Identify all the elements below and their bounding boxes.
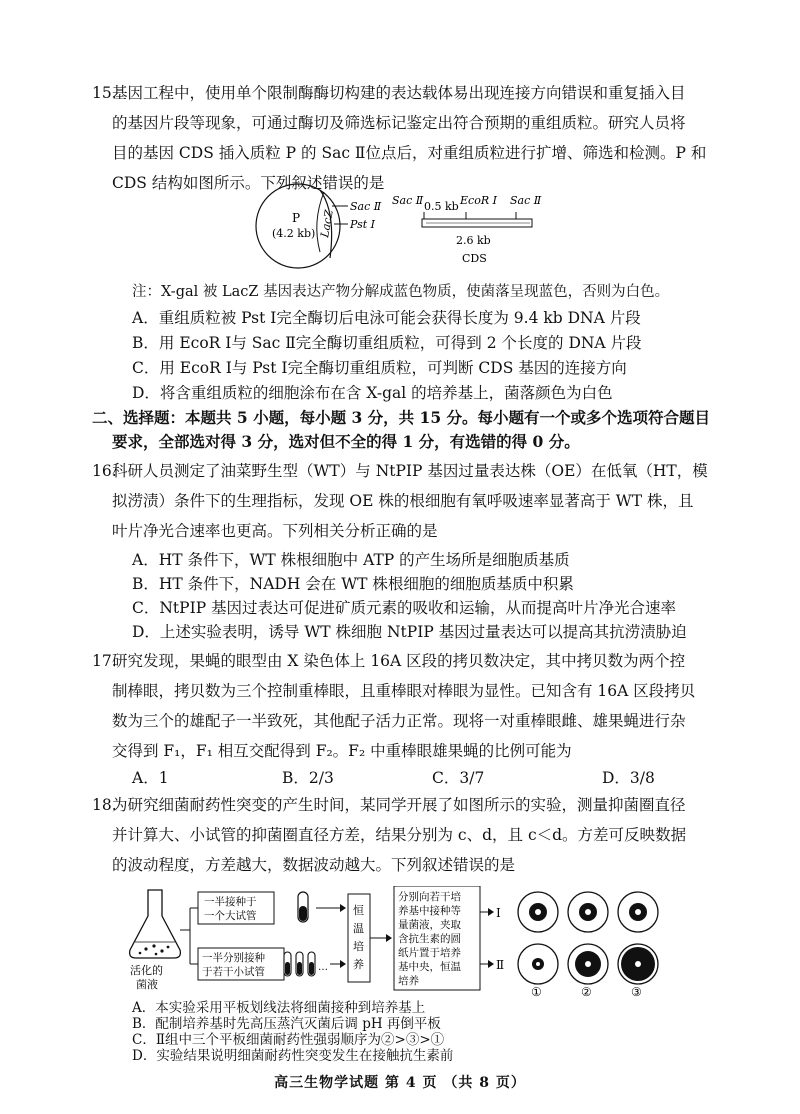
incubate-char-3: 培 (353, 940, 364, 953)
q16-option-b: B．HT 条件下，NADH 会在 WT 株根细胞的细胞质基质中积累 (132, 575, 574, 593)
plate-number-1: ① (531, 985, 542, 998)
box-bottom-line1: 一半分别接种 (202, 952, 265, 964)
q17-option-c: C．3/7 (432, 769, 485, 787)
stem-line: 目的基因 CDS 插入质粒 P 的 Sac Ⅱ位点后，对重组质粒进行扩增、筛选和检测。P 和 (112, 144, 707, 162)
plate-number-3: ③ (631, 985, 642, 998)
plasmid-label: P (292, 211, 301, 225)
incubate-char-4: 养 (353, 958, 364, 971)
q17-option-b: B．2/3 (282, 769, 334, 787)
stem-line: 制棒眼，拷贝数为三个控制重棒眼，且重棒眼对棒眼为显性。已知含有 16A 区段拷贝 (112, 682, 696, 700)
q16-option-c: C．NtPIP 基因过表达可促进矿质元素的吸收和运输，从而提高叶片净光合速率 (132, 599, 677, 617)
cds-sac-left: Sac Ⅱ (392, 194, 424, 207)
flask-label-line2: 菌液 (136, 978, 158, 991)
proc-line: 基中央，恒温 (398, 961, 461, 973)
stem-line: 为研究细菌耐药性突变的产生时间，某同学开展了如图所示的实验，测量抑菌圈直径 (112, 796, 686, 814)
flask-label-line1: 活化的 (130, 964, 163, 977)
stem-line: 科研人员测定了油菜野生型（WT）与 NtPIP 基因过量表达株（OE）在低氧（HT，模 (112, 462, 708, 480)
lacz-label: LacZ (318, 209, 336, 239)
cds-ecor: EcoR Ⅰ (460, 194, 497, 207)
stem-line: 研究发现，果蝇的眼型由 X 染色体上 16A 区段的拷贝数决定，其中拷贝数为两个控 (112, 652, 686, 670)
proc-line: 培养 (398, 975, 419, 987)
box-top-line2: 一个大试管 (204, 910, 257, 922)
q15-option-c: C．用 EcoR Ⅰ与 Pst Ⅰ完全酶切重组质粒，可判断 CDS 基因的连接方向 (132, 359, 627, 377)
group-2-label: Ⅱ (496, 958, 505, 972)
box-top-line1: 一半接种于 (204, 896, 257, 908)
stem-line: 的基因片段等现象，可通过酶切及筛选标记鉴定出符合预期的重组质粒。研究人员将 (112, 114, 686, 132)
group-1-label: Ⅰ (496, 906, 501, 920)
stem-line: 基因工程中，使用单个限制酶酶切构建的表达载体易出现连接方向错误和重复插入目 (112, 84, 686, 102)
plasmid-size: (4.2 kb) (272, 227, 316, 240)
cds-05kb: 0.5 kb (424, 200, 459, 213)
section-line: 要求，全部选对得 3 分，选对但不全的得 1 分，有选错的得 0 分。 (112, 432, 580, 451)
proc-line: 分别向若干培 (398, 891, 461, 903)
proc-line: 纸片置于培养 (398, 947, 461, 959)
q15-option-b: B．用 EcoR Ⅰ与 Sac Ⅱ完全酶切重组质粒，可得到 2 个长度的 DNA 片段 (132, 334, 642, 352)
cds-label: CDS (462, 252, 487, 265)
q17-options-row (132, 766, 752, 788)
question-number: 18. (92, 796, 117, 814)
plasmid-cds-figure (250, 182, 570, 274)
q15-option-d: D．将含重组质粒的细胞涂布在含 X-gal 的培养基上，菌落颜色为白色 (132, 384, 613, 402)
stem-line: 并计算大、小试管的抑菌圈直径方差，结果分别为 c、d，且 c＜d。方差可反映数据 (112, 826, 687, 844)
section-line: 二、选择题：本题共 5 小题，每小题 3 分，共 15 分。每小题有一个或多个选项符合题目 (92, 408, 711, 427)
stem-line: 拟涝渍）条件下的生理指标，发现 OE 株的根细胞有氧呼吸速率显著高于 WT 株，且 (112, 492, 694, 510)
q18-option-a: A．本实验采用平板划线法将细菌接种到培养基上 (132, 1000, 426, 1016)
q16-option-d: D．上述实验表明，诱导 WT 株细胞 NtPIP 基因过量表达可以提高其抗涝渍胁迫 (132, 623, 687, 641)
question-17-stem (92, 646, 712, 766)
pst-site-label: Pst Ⅰ (350, 218, 376, 231)
q16-option-a: A．HT 条件下，WT 株根细胞中 ATP 的产生场所是细胞质基质 (132, 551, 570, 569)
question-18-stem (92, 790, 712, 880)
proc-line: 养基中接种等 (398, 905, 461, 917)
proc-line: 含抗生素的圆 (398, 933, 461, 945)
q18-option-b: B．配制培养基时先高压蒸汽灭菌后调 pH 再倒平板 (132, 1016, 441, 1032)
cds-26kb: 2.6 kb (456, 234, 491, 247)
q18-option-c: C．Ⅱ组中三个平板细菌耐药性强弱顺序为②>③>① (132, 1032, 445, 1048)
stem-line: 数为三个的雄配子一半致死，其他配子活力正常。现将一对重棒眼雌、雄果蝇进行杂 (112, 712, 686, 730)
stem-line: 交得到 F₁，F₁ 相互交配得到 F₂。F₂ 中重棒眼雄果蝇的比例可能为 (112, 742, 572, 760)
experiment-figure (118, 886, 708, 998)
question-number: 15. (92, 84, 117, 102)
incubate-char-1: 恒 (353, 904, 364, 917)
figure-note: 注：X-gal 被 LacZ 基因表达产物分解成蓝色物质，使菌落呈现蓝色，否则为白色。 (132, 284, 670, 300)
plate-number-2: ② (581, 985, 592, 998)
proc-line: 量菌液，夹取 (398, 919, 461, 931)
question-16-stem (92, 456, 712, 546)
q17-option-d: D．3/8 (602, 769, 655, 787)
q18-option-d: D．实验结果说明细菌耐药性突变发生在接触抗生素前 (132, 1048, 454, 1064)
box-bottom-line2: 于若干小试管 (202, 966, 265, 978)
sac-site-label: Sac Ⅱ (350, 200, 382, 213)
ellipsis-dots: … (318, 962, 328, 973)
question-number: 17. (92, 652, 117, 670)
section-header (92, 406, 732, 454)
cds-sac-right: Sac Ⅱ (510, 194, 542, 207)
question-15-stem (92, 78, 712, 198)
incubate-char-2: 温 (353, 922, 364, 935)
stem-line: 叶片净光合速率也更高。下列相关分析正确的是 (112, 522, 438, 540)
q15-option-a: A．重组质粒被 Pst Ⅰ完全酶切后电泳可能会获得长度为 9.4 kb DNA 片段 (132, 309, 641, 327)
q17-option-a: A．1 (132, 769, 169, 787)
question-number: 16. (92, 462, 117, 480)
page-footer: 高三生物学试题 第 4 页 （共 8 页） (274, 1075, 526, 1091)
stem-line: 的波动程度，方差越大，数据波动越大。下列叙述错误的是 (112, 856, 516, 874)
stem-line: CDS 结构如图所示。下列叙述错误的是 (112, 174, 385, 192)
